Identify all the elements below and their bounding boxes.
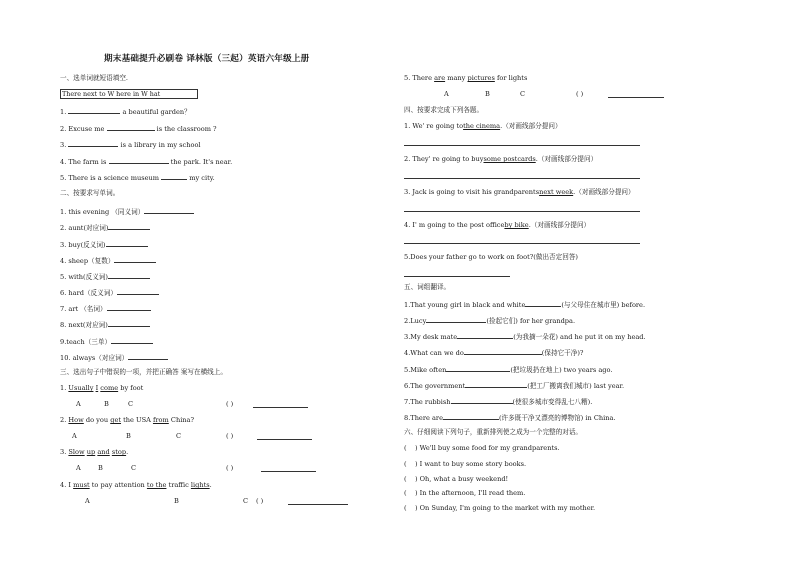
s3-q2-answer-paren[interactable]: ( ) [226,432,234,440]
s1-q4-answer-blank[interactable] [109,156,169,164]
s6-item [404,475,508,483]
s3-q4-option-b-word: to the [146,481,167,489]
s5-item-tail: . [590,398,593,406]
s3-q3-number: 3. [60,448,67,456]
s5-answer-blank[interactable] [457,331,513,339]
s3-question-1 [60,384,143,392]
s6-item-text: We'll buy some food for my grandparents. [419,444,560,452]
s3-q1-option-b-word: I [95,384,99,392]
s2-answer-blank[interactable] [117,287,159,295]
s5-item-tail: in China. [585,414,616,422]
s3-q2-option-b-word: get [110,416,122,424]
s6-answer-paren[interactable]: ( ) [404,489,420,497]
s5-item-text: 4.What can we do [404,349,464,357]
s4-q2-text: 2. They' re going to buy [404,155,484,163]
s1-q1-prefix: 1. [60,108,67,116]
s5-answer-blank[interactable] [525,299,561,307]
s5-item-text: 3.My desk mate [404,333,458,341]
s3-q5-tail: for lights [496,74,528,82]
s5-item-text: 6.The government [404,382,466,390]
s4-q3-underlined: next week [539,188,574,196]
s4-q1-instruction: .（对画线部分提问） [500,122,562,130]
s2-item-label: 10. always（对应词） [60,354,129,362]
s4-q3-text: 3. Jack is going to visit his grandparents [404,188,540,196]
s2-item [60,206,194,216]
s6-item [404,444,560,452]
s3-q4-answer-paren[interactable]: ( ) [256,497,264,505]
s3-q4-number: 4. I [60,481,71,489]
s5-item-text: 8.There are [404,414,443,422]
s2-item-label: 4. sheep（复数） [60,257,115,265]
s5-item [404,299,645,309]
s2-item-label: 3. buy(反义词) [60,241,106,249]
s3-q4-option-c-word: lights [190,481,210,489]
word-bank: There next to W here in W hat [62,90,161,98]
s2-item-label: 5. with(反义词) [60,273,108,281]
s2-answer-blank[interactable] [108,319,150,327]
s3-q2-correction-line[interactable] [257,439,312,440]
s3-q4-label-b: B [174,497,179,505]
s4-q4-underlined: by bike [504,221,529,229]
s3-q1-label-c: C [128,400,134,408]
s3-q5-label-a: A [444,90,449,98]
s3-q1-correction-line[interactable] [253,407,308,408]
s3-q4-label-a: A [85,497,90,505]
s5-item [404,364,612,374]
s3-q1-number: 1. [60,384,67,392]
s5-answer-blank[interactable] [464,347,542,355]
s5-item-hint: (把工厂搬离我们城市) [527,382,592,390]
s3-q3-answer-paren[interactable]: ( ) [226,464,234,472]
s6-item [404,504,595,512]
s5-item [404,331,646,341]
s3-q5-label-b: B [485,90,490,98]
s2-item [60,222,150,232]
s2-item-label: 1. this evening （同义词） [60,208,145,216]
s2-item [60,255,156,265]
s1-q3-answer-blank[interactable] [68,139,118,147]
s2-item [60,319,150,329]
s2-answer-blank[interactable] [108,222,150,230]
s4-question-1 [404,122,562,130]
s1-q2-answer-blank[interactable] [107,123,155,131]
section-3-heading: 三、选出句子中错误的一项，并把正确答 案写在横线上。 [60,368,227,376]
s3-q2-tail: China? [170,416,195,424]
s4-q3-instruction: .（对画线部分提问） [573,188,635,196]
s4-q4-text: 4. I' m going to the post office [404,221,505,229]
s5-item [404,412,616,422]
s3-q1-label-b: B [104,400,109,408]
s3-q4-text: traffic [168,481,189,489]
s4-q1-underlined: the cinema [463,122,501,130]
s1-question-4 [60,156,232,166]
section-4-heading: 四、按要求完成下列各题。 [404,106,484,114]
s5-item-tail: last year. [593,382,625,390]
s5-answer-blank[interactable] [451,396,513,404]
s2-item [60,239,148,249]
s1-question-2 [60,123,217,133]
s2-answer-blank[interactable] [144,206,194,214]
section-5-heading: 五、词组翻译。 [404,283,451,291]
s5-item [404,315,575,325]
s3-q3-correction-line[interactable] [261,471,316,472]
s4-question-5: 5.Does your father go to work on foot?(做出否定回答) [404,253,578,261]
s5-item-hint: (与父母住在城市里) [561,301,620,309]
s3-q2-label-c: C [176,432,182,440]
s5-item [404,396,592,406]
s6-item-text: On Sunday, I'm going to the market with my mother. [419,504,596,512]
section-6-heading: 六、仔细阅读下列句子，重新排列使之成为一个完整的对话。 [404,428,583,436]
s3-q1-option-c-word: come [100,384,119,392]
s6-item-text: Oh, what a busy weekend! [419,475,509,483]
s2-item [60,303,151,313]
s3-question-3 [60,448,128,456]
s6-answer-paren[interactable]: ( ) [404,475,420,483]
s4-q4-instruction: .（对画线部分提问） [528,221,591,229]
s4-q1-text: 1. We' re going to [404,122,464,130]
s4-question-4 [404,221,590,229]
s1-q2-prefix: 2. Excuse me [60,125,105,133]
s3-q1-answer-paren[interactable]: ( ) [226,400,234,408]
s3-q5-option-a-word: are [434,74,446,82]
s2-answer-blank[interactable] [107,303,151,311]
s3-q2-text: the USA [123,416,151,424]
s3-q3-option-a-word: Slow [68,448,85,456]
s4-question-2 [404,155,597,163]
s2-item [60,271,150,281]
s1-q1-suffix: a beautiful garden？ [122,108,191,116]
s6-item [404,489,525,497]
s5-item [404,380,624,390]
s1-q1-answer-blank[interactable] [68,106,120,114]
s3-q2-text: do you [85,416,109,424]
s6-item [404,460,526,468]
s1-q5-answer-blank[interactable] [161,172,187,180]
s3-q3-option-c-word: stop [111,448,127,456]
s4-q4-answer-line[interactable] [404,243,640,244]
s2-item-label: 7. art （名词） [60,305,107,313]
s1-q4-prefix: 4. The farm is [60,158,107,166]
s1-q2-suffix: is the classroom ? [156,125,217,133]
s2-item-label: 9.teach（三单） [60,338,112,346]
s3-q4-option-a-word: must [73,481,90,489]
s5-item-text: 1.That young girl in black and white [404,301,526,309]
s1-question-5 [60,172,215,182]
s5-item-hint: (保持它干净) [541,349,580,357]
s5-item-tail: for her grandpa. [519,317,576,325]
s2-item [60,352,168,362]
s5-item-tail: before. [621,301,646,309]
s1-q5-prefix: 5. There is a science museum [60,174,160,182]
s3-q5-text: many [447,74,466,82]
s3-q3-label-c: C [131,464,137,472]
s1-q3-prefix: 3. [60,141,67,149]
s3-q3-label-a: A [76,464,81,472]
s5-item-text: 7.The rubbish [404,398,451,406]
s2-answer-blank[interactable] [106,239,148,247]
s5-item-hint: (为我摘一朵花) [513,333,558,341]
s5-item-tail: two years ago. [563,366,613,374]
s6-answer-paren[interactable]: ( ) [404,444,420,452]
s5-item-hint: (使很多城市变得乱七八糟) [512,398,591,406]
s2-answer-blank[interactable] [111,336,153,344]
s3-q2-option-a-word: How [68,416,84,424]
s6-answer-paren[interactable]: ( ) [404,504,420,512]
s5-item-tail: and he put it on my head. [560,333,646,341]
s5-answer-blank[interactable] [465,380,527,388]
s3-q5-correction-line[interactable] [608,97,664,98]
s3-question-5 [404,74,527,82]
s2-answer-blank[interactable] [128,352,168,360]
s6-item-text: In the afternoon, I'll read them. [419,489,526,497]
s2-item [60,336,153,346]
s5-item-tail: ? [579,349,584,357]
s5-answer-blank[interactable] [426,315,486,323]
s2-item-label: 6. hard（反义词） [60,289,117,297]
s3-q2-option-c-word: from [152,416,169,424]
s3-q5-option-b-word: pictures [467,74,495,82]
s2-item-label: 2. aunt(对应词) [60,224,109,232]
s3-q2-label-a: A [72,432,77,440]
s3-q3-text: up [86,448,96,456]
s4-question-3 [404,188,635,196]
s6-item-text: I want to buy some story books. [419,460,527,468]
section-1-heading: 一、选单词就短语填空. [60,74,129,82]
s4-q1-answer-line[interactable] [404,145,640,146]
s3-q1-tail: by foot [120,384,144,392]
s3-question-4 [60,481,212,489]
s4-q2-answer-line[interactable] [404,178,640,179]
s3-q5-prefix: 5. There [404,74,432,82]
s5-item-hint: (把垃圾扔在地上) [510,366,562,374]
s3-q4-text: to pay attention [91,481,145,489]
s3-q4-label-c: C [243,497,249,505]
s5-answer-blank[interactable] [446,364,510,372]
s3-q4-correction-line[interactable] [288,504,348,505]
s3-q4-tail: . [209,481,212,489]
s4-q3-answer-line[interactable] [404,211,640,212]
s3-q3-tail: . [126,448,129,456]
s5-item-text: 5.Mike often [404,366,447,374]
s5-item-text: 2.Lucy [404,317,427,325]
s5-item-hint: (许多既干净又漂亮的博物馆) [498,414,584,422]
s2-item [60,287,159,297]
s2-item-label: 8. next(对应词) [60,321,108,329]
s3-q3-label-b: B [98,464,103,472]
s3-q3-option-b-word: and [97,448,110,456]
s5-item-hint: (捡起它们) [486,317,518,325]
s1-q5-suffix: my city. [189,174,215,182]
s3-question-2 [60,416,194,424]
s1-question-3 [60,139,201,149]
s1-q4-suffix: the park. It's near. [170,158,233,166]
s2-answer-blank[interactable] [108,271,150,279]
s1-q3-suffix: is a library in my school [120,141,201,149]
page-title: 期末基础提升必刷卷 译林版（三起）英语六年级上册 [104,54,310,64]
s6-answer-paren[interactable]: ( ) [404,460,420,468]
s4-q5-answer-line[interactable] [404,276,510,277]
s4-q2-underlined: some postcards [483,155,536,163]
s2-answer-blank[interactable] [114,255,156,263]
s3-q2-number: 2. [60,416,67,424]
s5-item [404,347,583,357]
s3-q1-label-a: A [76,400,81,408]
section-2-heading: 二、按要求写单词。 [60,189,120,197]
s4-q2-instruction: .（对画线部分提问） [535,155,598,163]
s5-answer-blank[interactable] [443,412,499,420]
s3-q5-label-c: C [520,90,526,98]
s3-q5-answer-paren[interactable]: ( ) [576,90,584,98]
s3-q2-label-b: B [126,432,131,440]
s3-q1-option-a-word: Usually [68,384,94,392]
s1-question-1 [60,106,191,116]
